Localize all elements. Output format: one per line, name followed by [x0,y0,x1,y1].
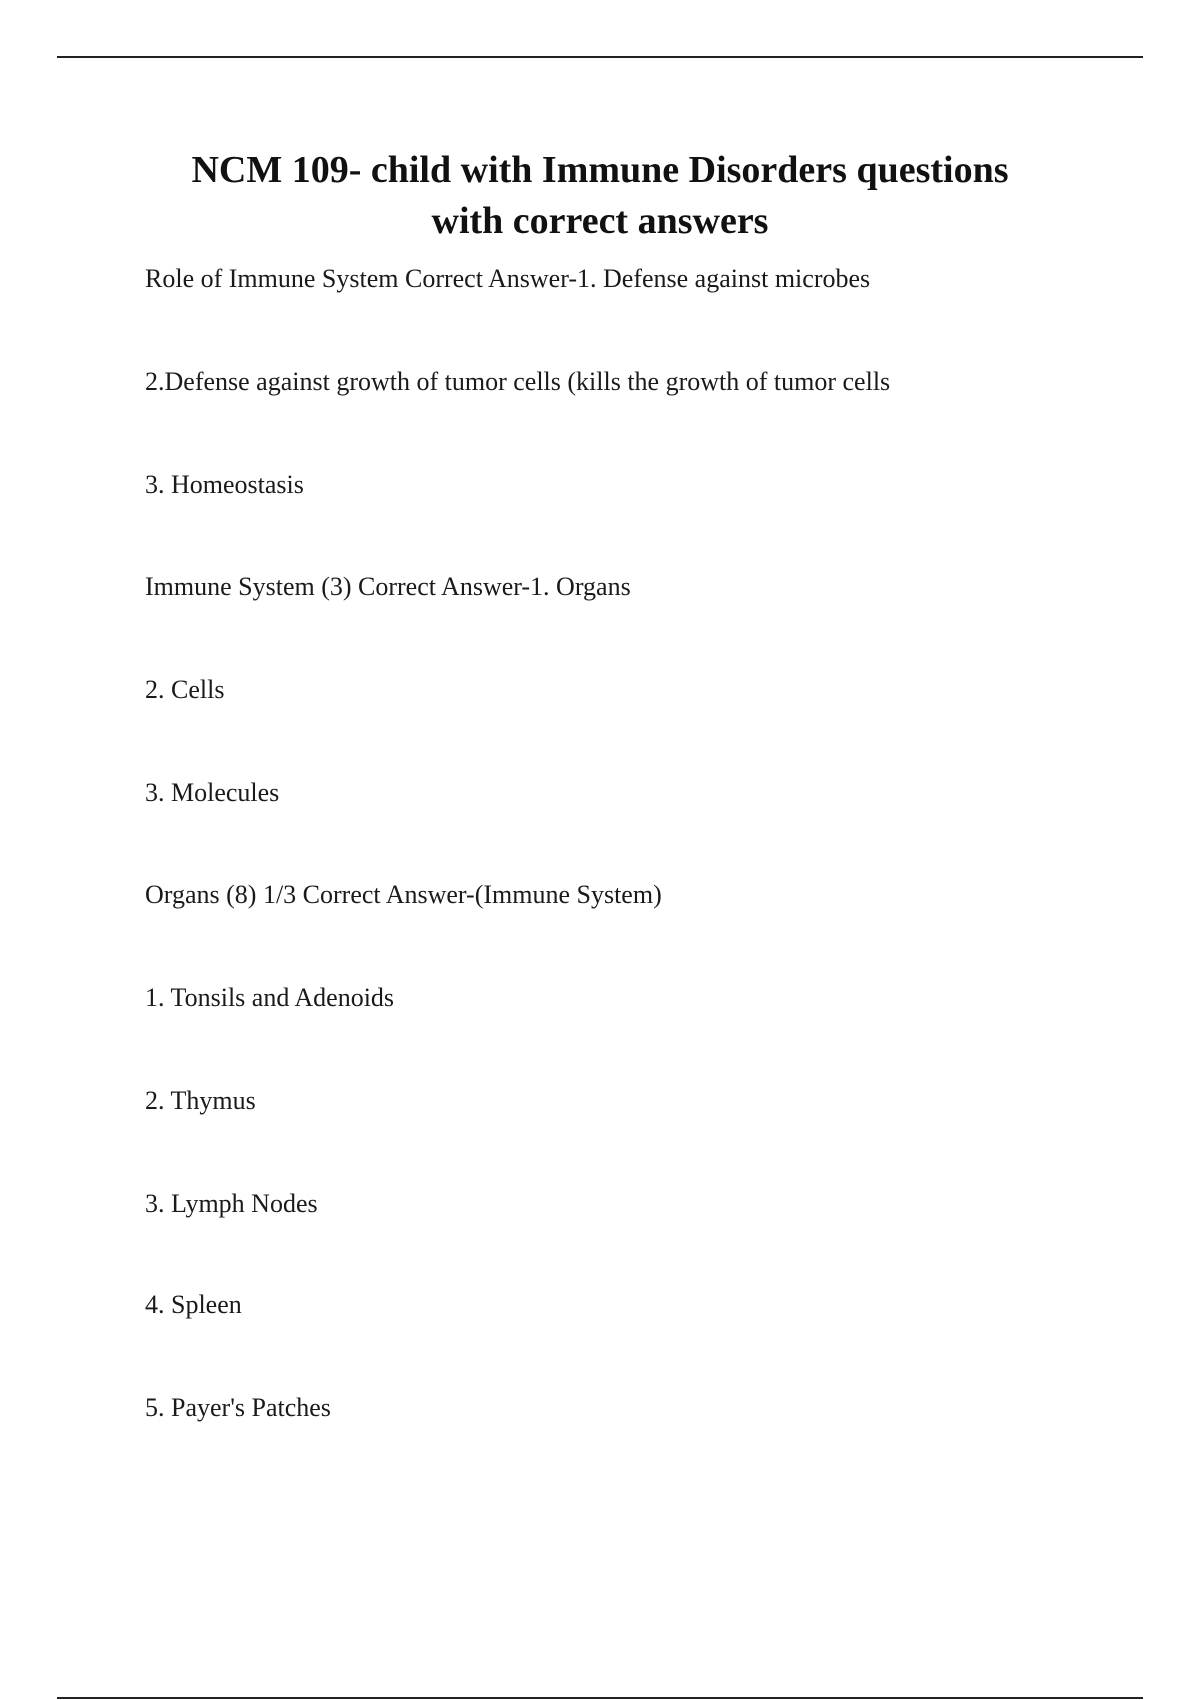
answer-line: 5. Payer's Patches [145,1393,331,1422]
answer-line: 4. Spleen [145,1290,242,1319]
document-title [120,145,1080,247]
title-line-1: NCM 109- child with Immune Disorders questions [191,149,1009,191]
answer-line: 1. Tonsils and Adenoids [145,983,395,1012]
bottom-divider [57,1697,1143,1699]
top-divider [57,56,1143,58]
answer-line: 3. Molecules [145,778,280,807]
answer-line: 2. Thymus [145,1086,256,1115]
answer-line: 3. Homeostasis [145,470,304,499]
answer-line: Immune System (3) Correct Answer-1. Organs [145,572,631,601]
answer-line: Organs (8) 1/3 Correct Answer-(Immune System) [145,880,662,909]
answer-line: Role of Immune System Correct Answer-1. Defense against microbes [145,264,871,293]
answer-line: 3. Lymph Nodes [145,1189,318,1218]
title-line-2: with correct answers [431,200,769,242]
answer-line: 2.Defense against growth of tumor cells (kills the growth of tumor cells [145,367,891,396]
answer-line: 2. Cells [145,675,225,704]
